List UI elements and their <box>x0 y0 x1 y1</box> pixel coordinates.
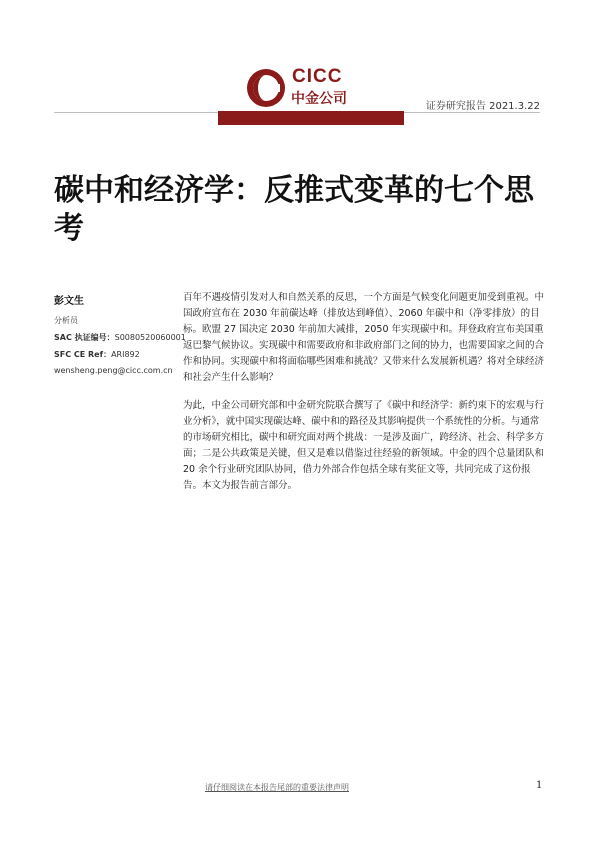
author-email[interactable]: wensheng.peng@cicc.com.cn <box>54 366 173 375</box>
page-header <box>0 0 594 130</box>
sfc-value: ARI892 <box>111 350 140 359</box>
sac-value: S0080520060001 <box>114 333 186 342</box>
sac-label: SAC 执证编号： <box>54 333 115 342</box>
cicc-logo-icon <box>246 68 286 108</box>
sfc-label: SFC CE Ref： <box>54 350 112 359</box>
sfc-line <box>54 349 184 360</box>
brand-name-en: CICC <box>292 66 343 87</box>
page-number: 1 <box>536 780 543 791</box>
sac-line <box>54 332 184 343</box>
author-block <box>54 292 184 375</box>
body-text <box>183 290 547 506</box>
paragraph: 为此，中金公司研究部和中金研究院联合撰写了《碳中和经济学：新约束下的宏观与行业分析》，就中国实现碳达峰、碳中和的路径及其影响提供一个系统性的分析。与通常的市场研究相比，碳中和研究面对两个挑战：一是涉及面广，跨经济、社会、科学多方面；二是公共政策是关键，但又是难以借鉴过往经验的新领域。中金的四个总量团队和 20 余个行业研究团队协同，借力外部合作包括全球有奖征文等，共同完成了这份报告。本文为报告前言部分。 <box>183 400 545 491</box>
author-role: 分析员 <box>54 316 78 325</box>
author-name: 彭文生 <box>54 296 84 307</box>
report-title: 碳中和经济学：反推式变革的七个思考 <box>54 173 534 246</box>
paragraph: 百年不遇疫情引发对人和自然关系的反思，一个方面是气候变化问题更加受到重视。中国政府宣布在 2030 年前碳达峰（排放达到峰值）、2060 年碳中和（净零排放）的目标。欧盟 27 国决定 2030 年前加大减排，2050 年实现碳中和。拜登政府宣布美国重返巴黎气候协议。实现碳中和需要政府和非政府部门之间的协力，也需要国家之间的合作和协同。实现碳中和将面临哪些困难和挑战？又带来什么发展新机遇？将对全球经济和社会产生什么影响？ <box>183 292 545 383</box>
report-meta: 证券研究报告 2021.3.22 <box>425 101 540 112</box>
legal-notice-link[interactable]: 请仔细阅读在本报告尾部的重要法律声明 <box>205 783 349 792</box>
brand-name-cn: 中金公司 <box>291 91 347 107</box>
header-accent-bar <box>218 111 404 125</box>
